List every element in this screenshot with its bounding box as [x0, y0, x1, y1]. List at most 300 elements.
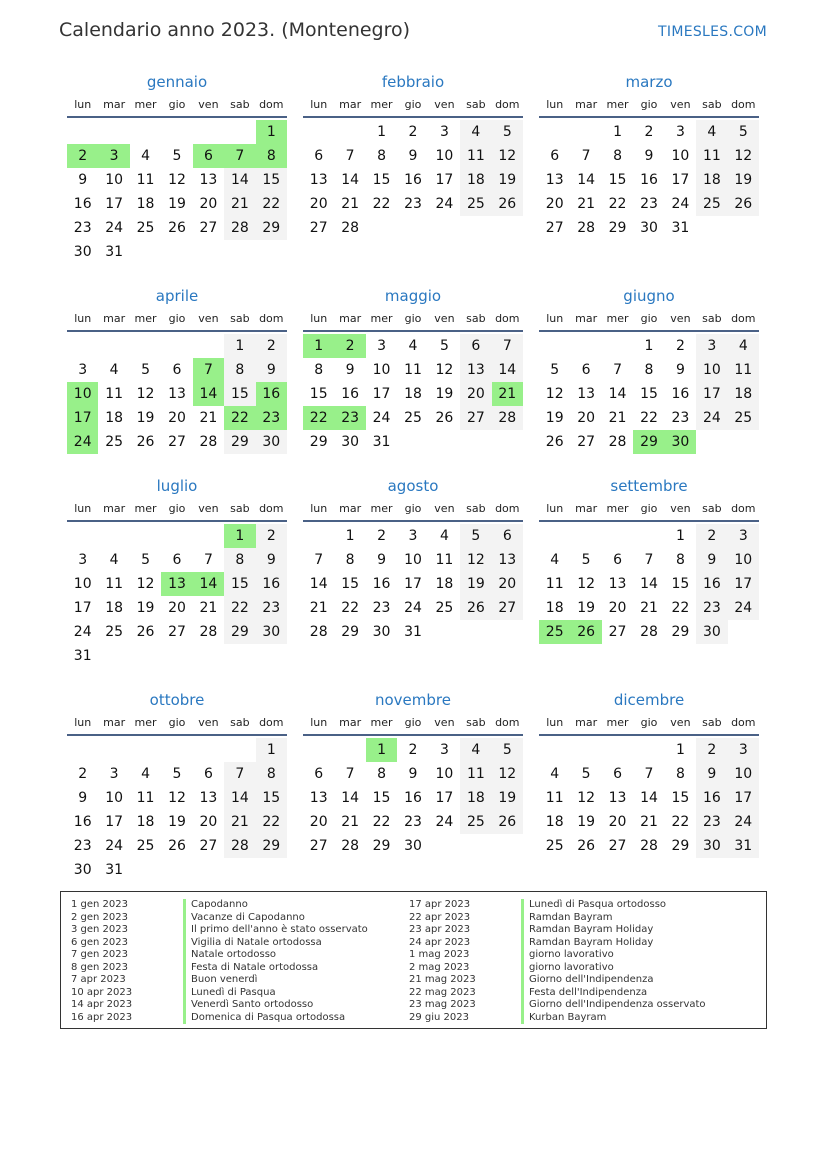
- day-cell[interactable]: 28: [224, 216, 255, 240]
- holiday-day-cell[interactable]: 22: [303, 406, 334, 430]
- day-cell[interactable]: 5: [141, 552, 151, 568]
- day-cell[interactable]: 12: [728, 144, 759, 168]
- day-cell[interactable]: 12: [136, 386, 155, 402]
- day-cell[interactable]: 29: [256, 834, 287, 858]
- day-cell[interactable]: 15: [309, 386, 328, 402]
- day-cell[interactable]: 3: [728, 738, 759, 762]
- day-cell[interactable]: 22: [671, 814, 690, 830]
- day-cell[interactable]: 19: [577, 600, 596, 616]
- day-cell[interactable]: 28: [640, 624, 658, 640]
- day-cell[interactable]: 24: [435, 814, 454, 830]
- day-cell[interactable]: 20: [168, 600, 186, 616]
- day-cell[interactable]: 8: [256, 762, 287, 786]
- day-cell[interactable]: 4: [550, 552, 560, 568]
- day-cell[interactable]: 6: [550, 148, 560, 164]
- holiday-day-cell[interactable]: 13: [161, 572, 192, 596]
- day-cell[interactable]: 26: [435, 410, 454, 426]
- day-cell[interactable]: 29: [224, 620, 255, 644]
- day-cell[interactable]: 17: [696, 382, 727, 406]
- day-cell[interactable]: 18: [136, 814, 155, 830]
- day-cell[interactable]: 26: [492, 192, 523, 216]
- day-cell[interactable]: 7: [345, 148, 355, 164]
- day-cell[interactable]: 13: [309, 172, 328, 188]
- day-cell[interactable]: 24: [105, 220, 124, 236]
- day-cell[interactable]: 15: [256, 786, 287, 810]
- day-cell[interactable]: 27: [168, 434, 186, 450]
- day-cell[interactable]: 8: [224, 358, 255, 382]
- day-cell[interactable]: 11: [545, 790, 564, 806]
- day-cell[interactable]: 17: [728, 572, 759, 596]
- site-link[interactable]: TIMESLES.COM: [658, 24, 767, 40]
- day-cell[interactable]: 18: [136, 196, 155, 212]
- day-cell[interactable]: 10: [105, 172, 124, 188]
- day-cell[interactable]: 15: [608, 172, 627, 188]
- day-cell[interactable]: 11: [136, 790, 155, 806]
- day-cell[interactable]: 20: [545, 196, 564, 212]
- day-cell[interactable]: 14: [224, 168, 255, 192]
- holiday-day-cell[interactable]: 29: [633, 430, 664, 454]
- day-cell[interactable]: 27: [199, 220, 218, 236]
- day-cell[interactable]: 12: [168, 172, 186, 188]
- day-cell[interactable]: 11: [728, 358, 759, 382]
- day-cell[interactable]: 13: [199, 790, 218, 806]
- day-cell[interactable]: 5: [172, 148, 182, 164]
- holiday-day-cell[interactable]: 14: [193, 382, 224, 406]
- day-cell[interactable]: 2: [696, 738, 727, 762]
- day-cell[interactable]: 9: [256, 548, 287, 572]
- day-cell[interactable]: 14: [640, 576, 658, 592]
- day-cell[interactable]: 2: [408, 124, 418, 140]
- day-cell[interactable]: 21: [224, 810, 255, 834]
- day-cell[interactable]: 11: [696, 144, 727, 168]
- day-cell[interactable]: 14: [577, 172, 596, 188]
- day-cell[interactable]: 31: [73, 648, 92, 664]
- day-cell[interactable]: 10: [435, 766, 454, 782]
- day-cell[interactable]: 25: [404, 410, 422, 426]
- day-cell[interactable]: 26: [168, 220, 186, 236]
- day-cell[interactable]: 14: [640, 790, 658, 806]
- day-cell[interactable]: 13: [492, 548, 523, 572]
- day-cell[interactable]: 10: [73, 576, 92, 592]
- day-cell[interactable]: 4: [550, 766, 560, 782]
- day-cell[interactable]: 24: [372, 410, 391, 426]
- day-cell[interactable]: 1: [256, 738, 287, 762]
- day-cell[interactable]: 6: [492, 524, 523, 548]
- day-cell[interactable]: 19: [577, 814, 596, 830]
- day-cell[interactable]: 13: [577, 386, 596, 402]
- holiday-day-cell[interactable]: 1: [224, 524, 255, 548]
- day-cell[interactable]: 15: [372, 790, 391, 806]
- day-cell[interactable]: 17: [73, 600, 92, 616]
- day-cell[interactable]: 16: [73, 196, 92, 212]
- day-cell[interactable]: 7: [492, 334, 523, 358]
- day-cell[interactable]: 30: [372, 624, 391, 640]
- day-cell[interactable]: 12: [435, 362, 454, 378]
- day-cell[interactable]: 18: [105, 600, 124, 616]
- day-cell[interactable]: 30: [404, 838, 422, 854]
- day-cell[interactable]: 29: [309, 434, 328, 450]
- day-cell[interactable]: 4: [439, 528, 449, 544]
- day-cell[interactable]: 29: [341, 624, 360, 640]
- day-cell[interactable]: 5: [172, 766, 182, 782]
- day-cell[interactable]: 21: [577, 196, 596, 212]
- day-cell[interactable]: 10: [728, 762, 759, 786]
- day-cell[interactable]: 11: [105, 386, 124, 402]
- day-cell[interactable]: 14: [309, 576, 328, 592]
- day-cell[interactable]: 4: [141, 766, 151, 782]
- day-cell[interactable]: 27: [199, 838, 218, 854]
- day-cell[interactable]: 22: [256, 810, 287, 834]
- day-cell[interactable]: 21: [640, 814, 658, 830]
- day-cell[interactable]: 11: [136, 172, 155, 188]
- day-cell[interactable]: 13: [608, 576, 627, 592]
- day-cell[interactable]: 7: [314, 552, 324, 568]
- day-cell[interactable]: 22: [256, 192, 287, 216]
- holiday-day-cell[interactable]: 24: [67, 430, 98, 454]
- day-cell[interactable]: 25: [696, 192, 727, 216]
- holiday-day-cell[interactable]: 17: [67, 406, 98, 430]
- day-cell[interactable]: 23: [73, 838, 92, 854]
- day-cell[interactable]: 23: [671, 410, 690, 426]
- day-cell[interactable]: 14: [224, 786, 255, 810]
- day-cell[interactable]: 8: [345, 552, 355, 568]
- day-cell[interactable]: 30: [341, 434, 360, 450]
- day-cell[interactable]: 31: [404, 624, 422, 640]
- day-cell[interactable]: 11: [404, 362, 422, 378]
- day-cell[interactable]: 6: [460, 334, 491, 358]
- day-cell[interactable]: 25: [545, 838, 564, 854]
- day-cell[interactable]: 15: [224, 382, 255, 406]
- day-cell[interactable]: 28: [341, 220, 360, 236]
- day-cell[interactable]: 3: [439, 124, 449, 140]
- day-cell[interactable]: 10: [105, 790, 124, 806]
- day-cell[interactable]: 9: [696, 762, 727, 786]
- day-cell[interactable]: 16: [696, 572, 727, 596]
- day-cell[interactable]: 26: [545, 434, 564, 450]
- day-cell[interactable]: 15: [341, 576, 360, 592]
- day-cell[interactable]: 12: [460, 548, 491, 572]
- day-cell[interactable]: 21: [341, 814, 360, 830]
- day-cell[interactable]: 18: [105, 410, 124, 426]
- day-cell[interactable]: 21: [309, 600, 328, 616]
- day-cell[interactable]: 7: [581, 148, 591, 164]
- day-cell[interactable]: 27: [545, 220, 564, 236]
- day-cell[interactable]: 10: [372, 362, 391, 378]
- day-cell[interactable]: 28: [309, 624, 328, 640]
- day-cell[interactable]: 3: [728, 524, 759, 548]
- holiday-day-cell[interactable]: 21: [492, 382, 523, 406]
- day-cell[interactable]: 7: [345, 766, 355, 782]
- day-cell[interactable]: 12: [492, 762, 523, 786]
- day-cell[interactable]: 30: [640, 220, 658, 236]
- day-cell[interactable]: 3: [675, 124, 685, 140]
- day-cell[interactable]: 14: [341, 790, 360, 806]
- day-cell[interactable]: 24: [671, 196, 690, 212]
- holiday-day-cell[interactable]: 8: [256, 144, 287, 168]
- day-cell[interactable]: 24: [435, 196, 454, 212]
- day-cell[interactable]: 8: [613, 148, 623, 164]
- day-cell[interactable]: 25: [435, 600, 454, 616]
- day-cell[interactable]: 7: [203, 552, 213, 568]
- day-cell[interactable]: 12: [168, 790, 186, 806]
- day-cell[interactable]: 6: [613, 766, 623, 782]
- day-cell[interactable]: 23: [73, 220, 92, 236]
- day-cell[interactable]: 20: [608, 814, 627, 830]
- day-cell[interactable]: 29: [671, 624, 690, 640]
- day-cell[interactable]: 11: [545, 576, 564, 592]
- day-cell[interactable]: 24: [728, 810, 759, 834]
- day-cell[interactable]: 11: [460, 762, 491, 786]
- day-cell[interactable]: 14: [608, 386, 627, 402]
- day-cell[interactable]: 18: [728, 382, 759, 406]
- holiday-day-cell[interactable]: 16: [256, 382, 287, 406]
- day-cell[interactable]: 20: [577, 410, 596, 426]
- day-cell[interactable]: 6: [172, 552, 182, 568]
- day-cell[interactable]: 4: [460, 738, 491, 762]
- day-cell[interactable]: 10: [404, 552, 422, 568]
- day-cell[interactable]: 17: [105, 814, 124, 830]
- day-cell[interactable]: 29: [671, 838, 690, 854]
- day-cell[interactable]: 5: [141, 362, 151, 378]
- day-cell[interactable]: 18: [435, 576, 454, 592]
- holiday-day-cell[interactable]: 26: [570, 620, 601, 644]
- day-cell[interactable]: 22: [671, 600, 690, 616]
- day-cell[interactable]: 27: [309, 220, 328, 236]
- day-cell[interactable]: 19: [168, 814, 186, 830]
- day-cell[interactable]: 14: [492, 358, 523, 382]
- day-cell[interactable]: 18: [460, 168, 491, 192]
- day-cell[interactable]: 26: [168, 838, 186, 854]
- holiday-day-cell[interactable]: 22: [224, 406, 255, 430]
- day-cell[interactable]: 19: [460, 572, 491, 596]
- day-cell[interactable]: 22: [372, 196, 391, 212]
- day-cell[interactable]: 7: [613, 362, 623, 378]
- day-cell[interactable]: 12: [492, 144, 523, 168]
- day-cell[interactable]: 18: [460, 786, 491, 810]
- day-cell[interactable]: 25: [460, 810, 491, 834]
- day-cell[interactable]: 22: [372, 814, 391, 830]
- day-cell[interactable]: 27: [608, 838, 627, 854]
- day-cell[interactable]: 17: [435, 790, 454, 806]
- day-cell[interactable]: 29: [372, 838, 391, 854]
- day-cell[interactable]: 27: [608, 624, 627, 640]
- day-cell[interactable]: 1: [675, 742, 685, 758]
- day-cell[interactable]: 2: [696, 524, 727, 548]
- day-cell[interactable]: 30: [73, 244, 92, 260]
- day-cell[interactable]: 29: [224, 430, 255, 454]
- day-cell[interactable]: 18: [404, 386, 422, 402]
- day-cell[interactable]: 5: [492, 738, 523, 762]
- day-cell[interactable]: 13: [545, 172, 564, 188]
- day-cell[interactable]: 8: [377, 148, 387, 164]
- day-cell[interactable]: 16: [404, 172, 422, 188]
- day-cell[interactable]: 18: [545, 600, 564, 616]
- day-cell[interactable]: 20: [309, 196, 328, 212]
- day-cell[interactable]: 26: [136, 624, 155, 640]
- day-cell[interactable]: 29: [608, 220, 627, 236]
- day-cell[interactable]: 26: [728, 192, 759, 216]
- holiday-day-cell[interactable]: 7: [193, 358, 224, 382]
- day-cell[interactable]: 31: [105, 244, 124, 260]
- day-cell[interactable]: 8: [644, 362, 654, 378]
- day-cell[interactable]: 11: [435, 552, 454, 568]
- day-cell[interactable]: 3: [377, 338, 387, 354]
- day-cell[interactable]: 6: [314, 766, 324, 782]
- day-cell[interactable]: 4: [109, 362, 119, 378]
- day-cell[interactable]: 30: [256, 430, 287, 454]
- day-cell[interactable]: 9: [408, 148, 418, 164]
- day-cell[interactable]: 1: [675, 528, 685, 544]
- day-cell[interactable]: 24: [404, 600, 422, 616]
- day-cell[interactable]: 22: [341, 600, 360, 616]
- day-cell[interactable]: 26: [492, 810, 523, 834]
- day-cell[interactable]: 24: [73, 624, 92, 640]
- day-cell[interactable]: 25: [105, 434, 124, 450]
- day-cell[interactable]: 14: [341, 172, 360, 188]
- day-cell[interactable]: 7: [224, 762, 255, 786]
- day-cell[interactable]: 3: [78, 552, 88, 568]
- day-cell[interactable]: 23: [640, 196, 658, 212]
- day-cell[interactable]: 31: [671, 220, 690, 236]
- day-cell[interactable]: 2: [377, 528, 387, 544]
- day-cell[interactable]: 28: [577, 220, 596, 236]
- day-cell[interactable]: 20: [492, 572, 523, 596]
- holiday-day-cell[interactable]: 2: [334, 334, 365, 358]
- day-cell[interactable]: 24: [105, 838, 124, 854]
- day-cell[interactable]: 9: [377, 552, 387, 568]
- day-cell[interactable]: 27: [577, 434, 596, 450]
- day-cell[interactable]: 8: [314, 362, 324, 378]
- day-cell[interactable]: 10: [696, 358, 727, 382]
- holiday-day-cell[interactable]: 10: [67, 382, 98, 406]
- day-cell[interactable]: 8: [224, 548, 255, 572]
- day-cell[interactable]: 15: [671, 576, 690, 592]
- day-cell[interactable]: 15: [640, 386, 658, 402]
- day-cell[interactable]: 7: [644, 766, 654, 782]
- day-cell[interactable]: 23: [696, 810, 727, 834]
- day-cell[interactable]: 27: [492, 596, 523, 620]
- day-cell[interactable]: 3: [696, 334, 727, 358]
- day-cell[interactable]: 9: [696, 548, 727, 572]
- holiday-day-cell[interactable]: 1: [303, 334, 334, 358]
- day-cell[interactable]: 12: [136, 576, 155, 592]
- day-cell[interactable]: 23: [696, 596, 727, 620]
- day-cell[interactable]: 6: [613, 552, 623, 568]
- day-cell[interactable]: 2: [644, 124, 654, 140]
- day-cell[interactable]: 4: [728, 334, 759, 358]
- day-cell[interactable]: 9: [345, 362, 355, 378]
- day-cell[interactable]: 30: [73, 862, 92, 878]
- day-cell[interactable]: 2: [256, 334, 287, 358]
- day-cell[interactable]: 17: [372, 386, 391, 402]
- day-cell[interactable]: 5: [550, 362, 560, 378]
- day-cell[interactable]: 20: [199, 814, 218, 830]
- day-cell[interactable]: 1: [224, 334, 255, 358]
- day-cell[interactable]: 18: [696, 168, 727, 192]
- day-cell[interactable]: 28: [608, 434, 627, 450]
- day-cell[interactable]: 31: [105, 862, 124, 878]
- day-cell[interactable]: 28: [224, 834, 255, 858]
- holiday-day-cell[interactable]: 25: [539, 620, 570, 644]
- day-cell[interactable]: 23: [404, 196, 422, 212]
- day-cell[interactable]: 5: [581, 766, 591, 782]
- day-cell[interactable]: 12: [577, 790, 596, 806]
- day-cell[interactable]: 1: [644, 338, 654, 354]
- day-cell[interactable]: 4: [696, 120, 727, 144]
- day-cell[interactable]: 25: [136, 838, 155, 854]
- day-cell[interactable]: 17: [435, 172, 454, 188]
- day-cell[interactable]: 5: [492, 120, 523, 144]
- day-cell[interactable]: 16: [671, 386, 690, 402]
- day-cell[interactable]: 2: [78, 766, 88, 782]
- day-cell[interactable]: 28: [199, 624, 218, 640]
- day-cell[interactable]: 25: [105, 624, 124, 640]
- day-cell[interactable]: 16: [256, 572, 287, 596]
- day-cell[interactable]: 15: [256, 168, 287, 192]
- day-cell[interactable]: 16: [640, 172, 658, 188]
- day-cell[interactable]: 1: [613, 124, 623, 140]
- day-cell[interactable]: 23: [404, 814, 422, 830]
- day-cell[interactable]: 13: [309, 790, 328, 806]
- day-cell[interactable]: 5: [728, 120, 759, 144]
- day-cell[interactable]: 3: [439, 742, 449, 758]
- day-cell[interactable]: 20: [168, 410, 186, 426]
- day-cell[interactable]: 19: [136, 410, 155, 426]
- day-cell[interactable]: 12: [577, 576, 596, 592]
- day-cell[interactable]: 5: [581, 552, 591, 568]
- day-cell[interactable]: 28: [199, 434, 218, 450]
- day-cell[interactable]: 15: [372, 172, 391, 188]
- day-cell[interactable]: 26: [136, 434, 155, 450]
- day-cell[interactable]: 21: [640, 600, 658, 616]
- day-cell[interactable]: 30: [696, 834, 727, 858]
- day-cell[interactable]: 4: [141, 148, 151, 164]
- day-cell[interactable]: 28: [640, 838, 658, 854]
- day-cell[interactable]: 19: [492, 168, 523, 192]
- day-cell[interactable]: 5: [460, 524, 491, 548]
- day-cell[interactable]: 5: [439, 338, 449, 354]
- holiday-day-cell[interactable]: 3: [98, 144, 129, 168]
- day-cell[interactable]: 3: [78, 362, 88, 378]
- day-cell[interactable]: 28: [341, 838, 360, 854]
- holiday-day-cell[interactable]: 23: [256, 406, 287, 430]
- day-cell[interactable]: 9: [78, 172, 88, 188]
- day-cell[interactable]: 19: [728, 168, 759, 192]
- day-cell[interactable]: 13: [168, 386, 186, 402]
- day-cell[interactable]: 17: [671, 172, 690, 188]
- day-cell[interactable]: 27: [460, 406, 491, 430]
- day-cell[interactable]: 3: [109, 766, 119, 782]
- day-cell[interactable]: 19: [545, 410, 564, 426]
- day-cell[interactable]: 9: [78, 790, 88, 806]
- day-cell[interactable]: 19: [136, 600, 155, 616]
- day-cell[interactable]: 23: [256, 596, 287, 620]
- day-cell[interactable]: 21: [341, 196, 360, 212]
- day-cell[interactable]: 4: [408, 338, 418, 354]
- day-cell[interactable]: 2: [408, 742, 418, 758]
- day-cell[interactable]: 13: [608, 790, 627, 806]
- day-cell[interactable]: 21: [224, 192, 255, 216]
- day-cell[interactable]: 22: [224, 596, 255, 620]
- day-cell[interactable]: 29: [256, 216, 287, 240]
- day-cell[interactable]: 6: [314, 148, 324, 164]
- holiday-day-cell[interactable]: 2: [67, 144, 98, 168]
- day-cell[interactable]: 10: [728, 548, 759, 572]
- day-cell[interactable]: 8: [675, 552, 685, 568]
- day-cell[interactable]: 11: [105, 576, 124, 592]
- day-cell[interactable]: 19: [435, 386, 454, 402]
- day-cell[interactable]: 1: [377, 124, 387, 140]
